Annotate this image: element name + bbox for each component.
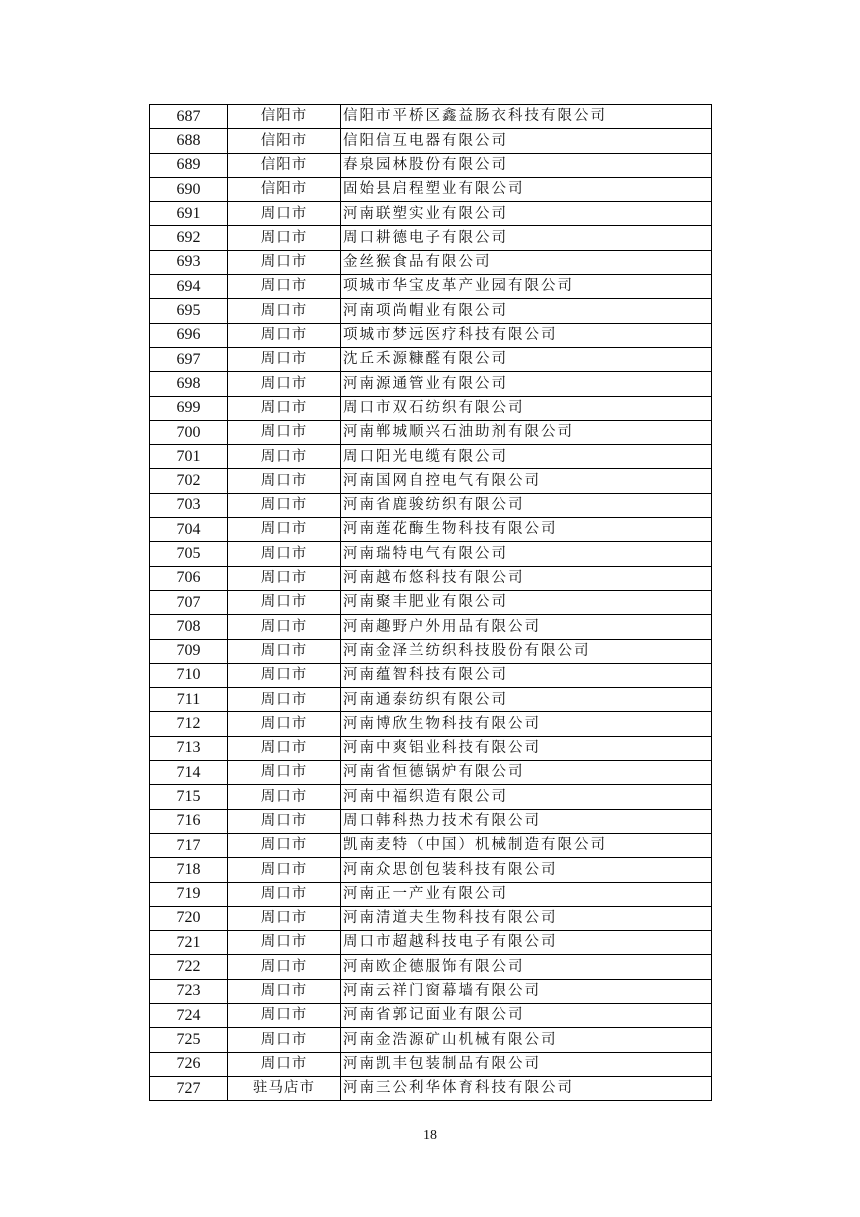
- table-row: [150, 833, 712, 857]
- row-company-name: 河南清道夫生物科技有限公司: [341, 906, 712, 930]
- row-city: 周口市: [228, 542, 341, 566]
- row-city: 信阳市: [228, 153, 341, 177]
- table-row: [150, 105, 712, 129]
- row-number: 702: [150, 469, 228, 493]
- row-city: 周口市: [228, 712, 341, 736]
- table-row: [150, 615, 712, 639]
- row-city: 周口市: [228, 931, 341, 955]
- row-company-name: 春泉园林股份有限公司: [341, 153, 712, 177]
- table-row: [150, 275, 712, 299]
- row-city: 周口市: [228, 882, 341, 906]
- row-city: 周口市: [228, 1028, 341, 1052]
- row-city: 周口市: [228, 396, 341, 420]
- row-company-name: 项城市华宝皮革产业园有限公司: [341, 275, 712, 299]
- row-number: 695: [150, 299, 228, 323]
- row-company-name: 周口阳光电缆有限公司: [341, 445, 712, 469]
- row-number: 710: [150, 663, 228, 687]
- row-number: 703: [150, 493, 228, 517]
- row-number: 708: [150, 615, 228, 639]
- row-company-name: 河南聚丰肥业有限公司: [341, 590, 712, 614]
- row-city: 周口市: [228, 1052, 341, 1076]
- row-company-name: 河南莲花酶生物科技有限公司: [341, 518, 712, 542]
- row-number: 694: [150, 275, 228, 299]
- row-company-name: 河南欧企德服饰有限公司: [341, 955, 712, 979]
- row-company-name: 河南蕴智科技有限公司: [341, 663, 712, 687]
- table-row: [150, 518, 712, 542]
- row-number: 697: [150, 347, 228, 371]
- row-company-name: 河南省恒德锅炉有限公司: [341, 761, 712, 785]
- table-row: [150, 566, 712, 590]
- table-row: [150, 1003, 712, 1027]
- row-city: 周口市: [228, 736, 341, 760]
- table-row: [150, 250, 712, 274]
- row-company-name: 河南国网自控电气有限公司: [341, 469, 712, 493]
- row-city: 周口市: [228, 785, 341, 809]
- row-company-name: 信阳信互电器有限公司: [341, 129, 712, 153]
- row-number: 716: [150, 809, 228, 833]
- row-number: 704: [150, 518, 228, 542]
- row-number: 712: [150, 712, 228, 736]
- row-city: 信阳市: [228, 105, 341, 129]
- row-number: 688: [150, 129, 228, 153]
- row-company-name: 河南项尚帽业有限公司: [341, 299, 712, 323]
- row-company-name: 河南金浩源矿山机械有限公司: [341, 1028, 712, 1052]
- row-city: 周口市: [228, 906, 341, 930]
- row-city: 周口市: [228, 226, 341, 250]
- row-city: 周口市: [228, 1003, 341, 1027]
- row-company-name: 周口韩科热力技术有限公司: [341, 809, 712, 833]
- row-number: 690: [150, 177, 228, 201]
- row-number: 722: [150, 955, 228, 979]
- table-row: [150, 955, 712, 979]
- row-company-name: 河南云祥门窗幕墙有限公司: [341, 979, 712, 1003]
- table-row: [150, 712, 712, 736]
- row-number: 707: [150, 590, 228, 614]
- table-row: [150, 153, 712, 177]
- row-company-name: 河南越布悠科技有限公司: [341, 566, 712, 590]
- table-row: [150, 396, 712, 420]
- table-row: [150, 761, 712, 785]
- row-company-name: 河南省鹿骏纺织有限公司: [341, 493, 712, 517]
- row-number: 693: [150, 250, 228, 274]
- table-row: [150, 299, 712, 323]
- row-number: 705: [150, 542, 228, 566]
- table-row: [150, 785, 712, 809]
- row-city: 周口市: [228, 833, 341, 857]
- row-company-name: 河南趣野户外用品有限公司: [341, 615, 712, 639]
- table-row: [150, 445, 712, 469]
- table-row: [150, 542, 712, 566]
- row-city: 周口市: [228, 202, 341, 226]
- table-row: [150, 663, 712, 687]
- table-row: [150, 493, 712, 517]
- row-company-name: 周口市超越科技电子有限公司: [341, 931, 712, 955]
- table-row: [150, 226, 712, 250]
- row-number: 725: [150, 1028, 228, 1052]
- row-number: 726: [150, 1052, 228, 1076]
- row-number: 709: [150, 639, 228, 663]
- row-city: 周口市: [228, 323, 341, 347]
- row-number: 713: [150, 736, 228, 760]
- row-number: 715: [150, 785, 228, 809]
- row-company-name: 河南郸城顺兴石油助剂有限公司: [341, 420, 712, 444]
- row-city: 周口市: [228, 639, 341, 663]
- row-company-name: 凯南麦特（中国）机械制造有限公司: [341, 833, 712, 857]
- row-city: 周口市: [228, 858, 341, 882]
- table-row: [150, 420, 712, 444]
- row-city: 周口市: [228, 979, 341, 1003]
- row-city: 周口市: [228, 566, 341, 590]
- row-number: 687: [150, 105, 228, 129]
- row-city: 周口市: [228, 250, 341, 274]
- row-number: 711: [150, 688, 228, 712]
- table-row: [150, 129, 712, 153]
- table-row: [150, 906, 712, 930]
- table-row: [150, 931, 712, 955]
- row-city: 周口市: [228, 955, 341, 979]
- table-row: [150, 736, 712, 760]
- table-row: [150, 882, 712, 906]
- row-city: 驻马店市: [228, 1076, 341, 1100]
- row-company-name: 沈丘禾源糠醛有限公司: [341, 347, 712, 371]
- row-company-name: 金丝猴食品有限公司: [341, 250, 712, 274]
- row-company-name: 项城市梦远医疗科技有限公司: [341, 323, 712, 347]
- row-company-name: 河南金泽兰纺织科技股份有限公司: [341, 639, 712, 663]
- row-city: 信阳市: [228, 177, 341, 201]
- row-company-name: 固始县启程塑业有限公司: [341, 177, 712, 201]
- row-number: 720: [150, 906, 228, 930]
- row-number: 724: [150, 1003, 228, 1027]
- table-row: [150, 1028, 712, 1052]
- row-number: 691: [150, 202, 228, 226]
- row-city: 信阳市: [228, 129, 341, 153]
- row-city: 周口市: [228, 518, 341, 542]
- row-number: 699: [150, 396, 228, 420]
- table-row: [150, 1076, 712, 1100]
- row-company-name: 河南源通管业有限公司: [341, 372, 712, 396]
- table-row: [150, 323, 712, 347]
- table-row: [150, 177, 712, 201]
- row-city: 周口市: [228, 590, 341, 614]
- row-number: 696: [150, 323, 228, 347]
- table-row: [150, 590, 712, 614]
- table-row: [150, 639, 712, 663]
- row-company-name: 河南三公利华体育科技有限公司: [341, 1076, 712, 1100]
- row-city: 周口市: [228, 420, 341, 444]
- row-company-name: 河南博欣生物科技有限公司: [341, 712, 712, 736]
- table-row: [150, 469, 712, 493]
- row-company-name: 河南瑞特电气有限公司: [341, 542, 712, 566]
- row-company-name: 河南中福织造有限公司: [341, 785, 712, 809]
- row-number: 717: [150, 833, 228, 857]
- table-row: [150, 347, 712, 371]
- table-row: [150, 688, 712, 712]
- row-number: 727: [150, 1076, 228, 1100]
- row-city: 周口市: [228, 445, 341, 469]
- row-city: 周口市: [228, 615, 341, 639]
- row-number: 700: [150, 420, 228, 444]
- row-city: 周口市: [228, 275, 341, 299]
- row-city: 周口市: [228, 493, 341, 517]
- row-company-name: 河南中爽铝业科技有限公司: [341, 736, 712, 760]
- row-company-name: 河南众思创包装科技有限公司: [341, 858, 712, 882]
- row-city: 周口市: [228, 663, 341, 687]
- table-row: [150, 1052, 712, 1076]
- row-city: 周口市: [228, 809, 341, 833]
- row-company-name: 周口耕德电子有限公司: [341, 226, 712, 250]
- table-row: [150, 979, 712, 1003]
- row-company-name: 河南省郭记面业有限公司: [341, 1003, 712, 1027]
- row-number: 701: [150, 445, 228, 469]
- row-number: 718: [150, 858, 228, 882]
- row-number: 692: [150, 226, 228, 250]
- row-number: 706: [150, 566, 228, 590]
- row-city: 周口市: [228, 469, 341, 493]
- row-number: 723: [150, 979, 228, 1003]
- row-company-name: 周口市双石纺织有限公司: [341, 396, 712, 420]
- table-row: [150, 202, 712, 226]
- row-number: 689: [150, 153, 228, 177]
- row-number: 698: [150, 372, 228, 396]
- table-row: [150, 372, 712, 396]
- row-company-name: 河南正一产业有限公司: [341, 882, 712, 906]
- row-number: 721: [150, 931, 228, 955]
- row-city: 周口市: [228, 347, 341, 371]
- table-row: [150, 809, 712, 833]
- page-number: 18: [423, 1128, 437, 1143]
- company-list-table: [149, 104, 712, 1101]
- row-city: 周口市: [228, 688, 341, 712]
- row-city: 周口市: [228, 761, 341, 785]
- row-number: 719: [150, 882, 228, 906]
- table-body: [150, 105, 712, 1101]
- row-company-name: 河南通泰纺织有限公司: [341, 688, 712, 712]
- row-number: 714: [150, 761, 228, 785]
- row-company-name: 河南凯丰包装制品有限公司: [341, 1052, 712, 1076]
- row-city: 周口市: [228, 299, 341, 323]
- row-company-name: 信阳市平桥区鑫益肠衣科技有限公司: [341, 105, 712, 129]
- row-city: 周口市: [228, 372, 341, 396]
- row-company-name: 河南联塑实业有限公司: [341, 202, 712, 226]
- table-row: [150, 858, 712, 882]
